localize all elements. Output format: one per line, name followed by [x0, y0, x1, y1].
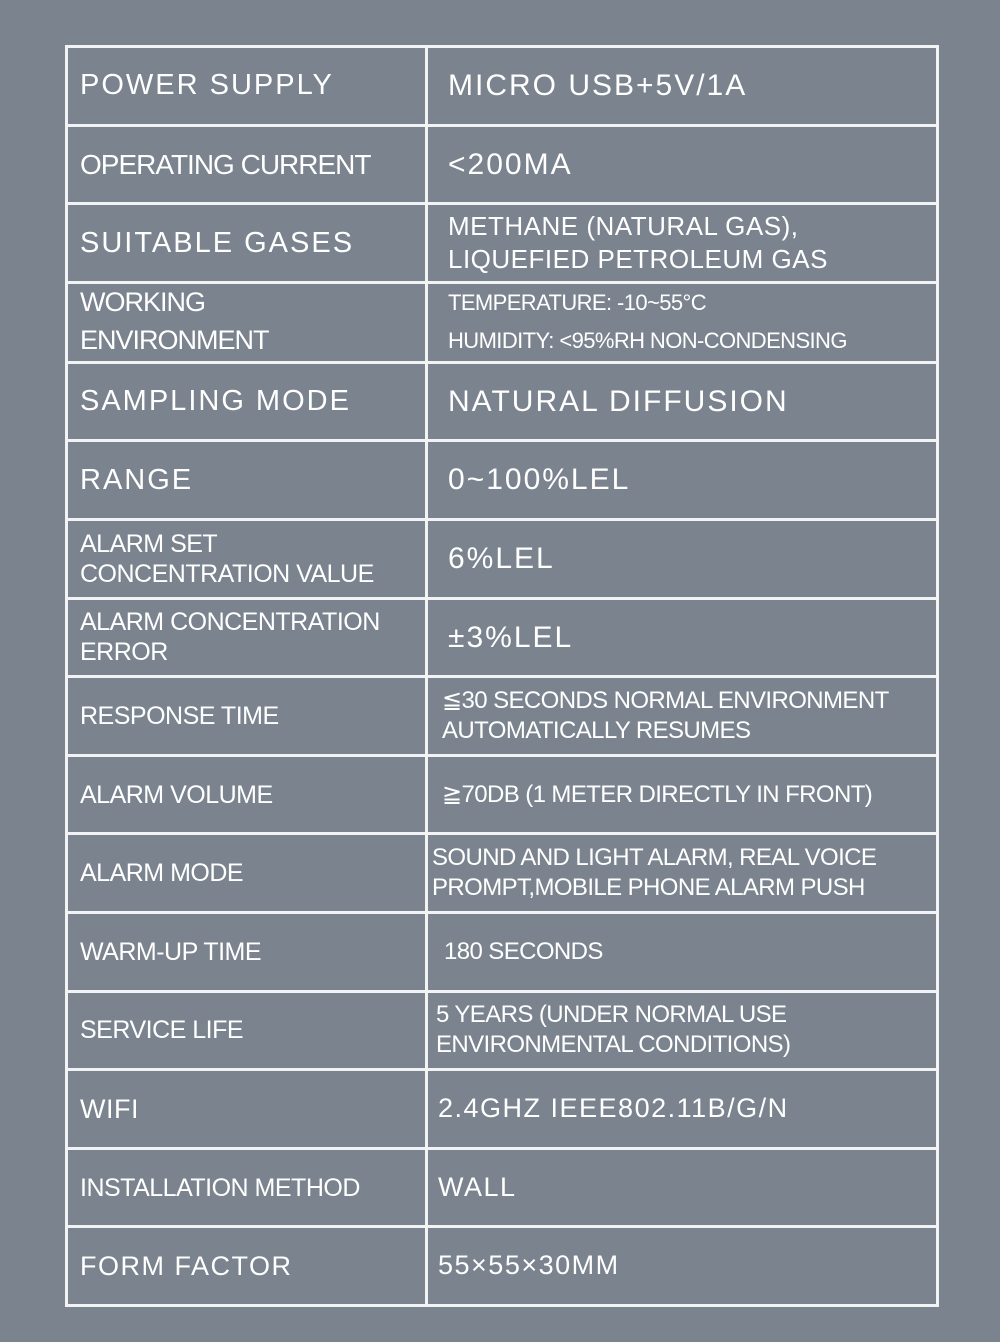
spec-value-range: 0~100%LEL [427, 441, 938, 520]
spec-label-alarm-mode: ALARM MODE [67, 834, 427, 913]
spec-label-installation-method: INSTALLATION METHOD [67, 1148, 427, 1227]
table-row [67, 755, 938, 834]
spec-value-alarm-volume: ≧70DB (1 METER DIRECTLY IN FRONT) [427, 755, 938, 834]
spec-label-sampling-mode: SAMPLING MODE [67, 362, 427, 441]
spec-label-range: RANGE [67, 441, 427, 520]
spec-label-form-factor: FORM FACTOR [67, 1227, 427, 1306]
table-row [67, 1148, 938, 1227]
table-row [67, 441, 938, 520]
table-row [67, 677, 938, 756]
spec-value-alarm-mode: SOUND AND LIGHT ALARM, REAL VOICE PROMPT,MOBILE PHONE ALARM PUSH [427, 834, 938, 913]
spec-value-alarm-concentration-error: ±3%LEL [427, 598, 938, 677]
table-row [67, 125, 938, 204]
spec-value-power-supply: MICRO USB+5V/1A [427, 47, 938, 126]
spec-label-working-environment: WORKING ENVIRONMENT [67, 282, 427, 362]
table-row [67, 362, 938, 441]
table-row [67, 912, 938, 991]
table-row [67, 834, 938, 913]
spec-value-operating-current: <200MA [427, 125, 938, 204]
spec-value-alarm-set-concentration: 6%LEL [427, 519, 938, 598]
spec-value-installation-method: WALL [427, 1148, 938, 1227]
spec-label-power-supply: POWER SUPPLY [67, 47, 427, 126]
table-row [67, 1227, 938, 1306]
spec-label-response-time: RESPONSE TIME [67, 677, 427, 756]
table-row [67, 519, 938, 598]
table-row [67, 282, 938, 362]
spec-value-suitable-gases: METHANE (NATURAL GAS), LIQUEFIED PETROLEUM GAS [427, 204, 938, 283]
spec-label-warm-up-time: WARM-UP TIME [67, 912, 427, 991]
spec-label-alarm-concentration-error: ALARM CONCENTRATION ERROR [67, 598, 427, 677]
spec-label-alarm-set-concentration: ALARM SET CONCENTRATION VALUE [67, 519, 427, 598]
table-row [67, 991, 938, 1070]
spec-label-alarm-volume: ALARM VOLUME [67, 755, 427, 834]
spec-value-working-environment: TEMPERATURE: -10~55°C HUMIDITY: <95%RH NON-CONDENSING [427, 282, 938, 362]
table-row [67, 598, 938, 677]
spec-value-service-life: 5 YEARS (UNDER NORMAL USE ENVIRONMENTAL CONDITIONS) [427, 991, 938, 1070]
spec-value-sampling-mode: NATURAL DIFFUSION [427, 362, 938, 441]
spec-value-form-factor: 55×55×30MM [427, 1227, 938, 1306]
spec-label-suitable-gases: SUITABLE GASES [67, 204, 427, 283]
spec-value-warm-up-time: 180 SECONDS [427, 912, 938, 991]
spec-label-operating-current: OPERATING CURRENT [67, 125, 427, 204]
spec-value-wifi: 2.4GHZ IEEE802.11B/G/N [427, 1070, 938, 1149]
spec-value-response-time: ≦30 SECONDS NORMAL ENVIRONMENT AUTOMATICALLY RESUMES [427, 677, 938, 756]
spec-table [65, 45, 939, 1307]
table-row [67, 204, 938, 283]
spec-label-service-life: SERVICE LIFE [67, 991, 427, 1070]
table-row [67, 1070, 938, 1149]
table-row [67, 47, 938, 126]
spec-label-wifi: WIFI [67, 1070, 427, 1149]
